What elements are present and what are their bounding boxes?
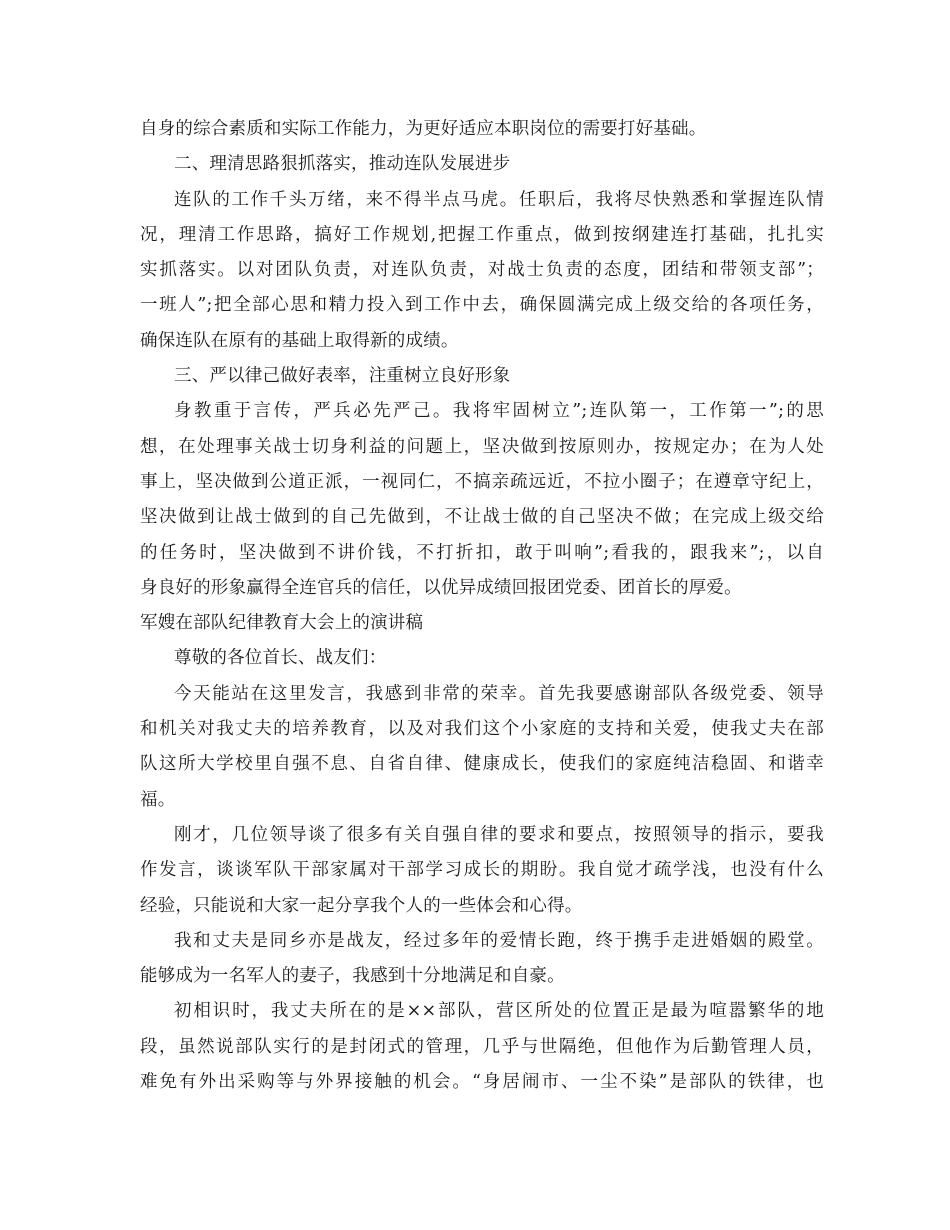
text-line: 尊敬的各位首长、战友们：	[174, 648, 387, 669]
text-line: 事上，坚决做到公道正派，一视同仁，不搞亲疏远近，不拉小圈子；在遵章守纪上，	[140, 471, 824, 492]
text-line: 今天能站在这里发言，我感到非常的荣幸。首先我要感谢部队各级党委、领导	[174, 683, 824, 704]
text-line: 队这所大学校里自强不息、自省自律、健康成长，使我们的家庭纯洁稳固、和谐幸	[140, 754, 824, 775]
text-line: 自身的综合素质和实际工作能力，为更好适应本职岗位的需要打好基础。	[140, 119, 707, 139]
text-line: 初相识时，我丈夫所在的是××部队，营区所处的位置正是最为喧嚣繁华的地	[174, 1001, 824, 1022]
text-line: 经验，只能说和大家一起分享我个人的一些体会和心得。	[140, 895, 583, 916]
text-line: 实抓落实。以对团队负责，对连队负责，对战士负责的态度，团结和带领支部”；	[140, 260, 824, 281]
text-line: 一班人”;把全部心思和精力投入到工作中去，确保圆满完成上级交给的各项任务，	[140, 295, 824, 316]
text-line: 想，在处理事关战士切身利益的问题上，坚决做到按原则办，按规定办；在为人处	[140, 436, 824, 457]
text-line: 确保连队在原有的基础上取得新的成绩。	[140, 330, 459, 351]
text-line: 的任务时，坚决做到不讲价钱，不打折扣，敢于叫响”;看我的，跟我来”;，以自	[140, 542, 824, 563]
text-line: 身良好的形象赢得全连官兵的信任，以优异成绩回报团党委、团首长的厚爱。	[140, 577, 742, 598]
text-line: 连队的工作千头万绪，来不得半点马虎。任职后，我将尽快熟悉和掌握连队情	[174, 189, 824, 210]
text-line: 二、理清思路狠抓落实，推动连队发展进步	[174, 154, 511, 175]
text-line: 我和丈夫是同乡亦是战友，经过多年的爱情长跑，终于携手走进婚姻的殿堂。	[174, 930, 824, 951]
text-line: 段，虽然说部队实行的是封闭式的管理，几乎与世隔绝，但他作为后勤管理人员，	[140, 1036, 824, 1057]
text-line: 能够成为一名军人的妻子，我感到十分地满足和自豪。	[140, 966, 565, 987]
text-line: 作发言，谈谈军队干部家属对干部学习成长的期盼。我自觉才疏学浅，也没有什么	[140, 860, 824, 881]
text-line: 福。	[140, 789, 176, 810]
text-line: 坚决做到让战士做到的自己先做到，不让战士做的自己坚决不做；在完成上级交给	[140, 507, 824, 528]
text-line: 刚才，几位领导谈了很多有关自强自律的要求和要点，按照领导的指示，要我	[174, 824, 824, 845]
text-line: 况，理清工作思路，搞好工作规划,把握工作重点，做到按纲建连打基础，扎扎实	[140, 224, 824, 245]
text-line: 难免有外出采购等与外界接触的机会。“身居闹市、一尘不染”是部队的铁律，也	[140, 1072, 824, 1093]
text-line: 三、严以律己做好表率，注重树立良好形象	[174, 366, 511, 387]
text-line: 军嫂在部队纪律教育大会上的演讲稿	[140, 613, 424, 634]
text-line: 和机关对我丈夫的培养教育，以及对我们这个小家庭的支持和关爱，使我丈夫在部	[140, 719, 824, 740]
document-page	[140, 112, 824, 1100]
text-line: 身教重于言传，严兵必先严己。我将牢固树立”;连队第一，工作第一”;的思	[174, 401, 824, 422]
